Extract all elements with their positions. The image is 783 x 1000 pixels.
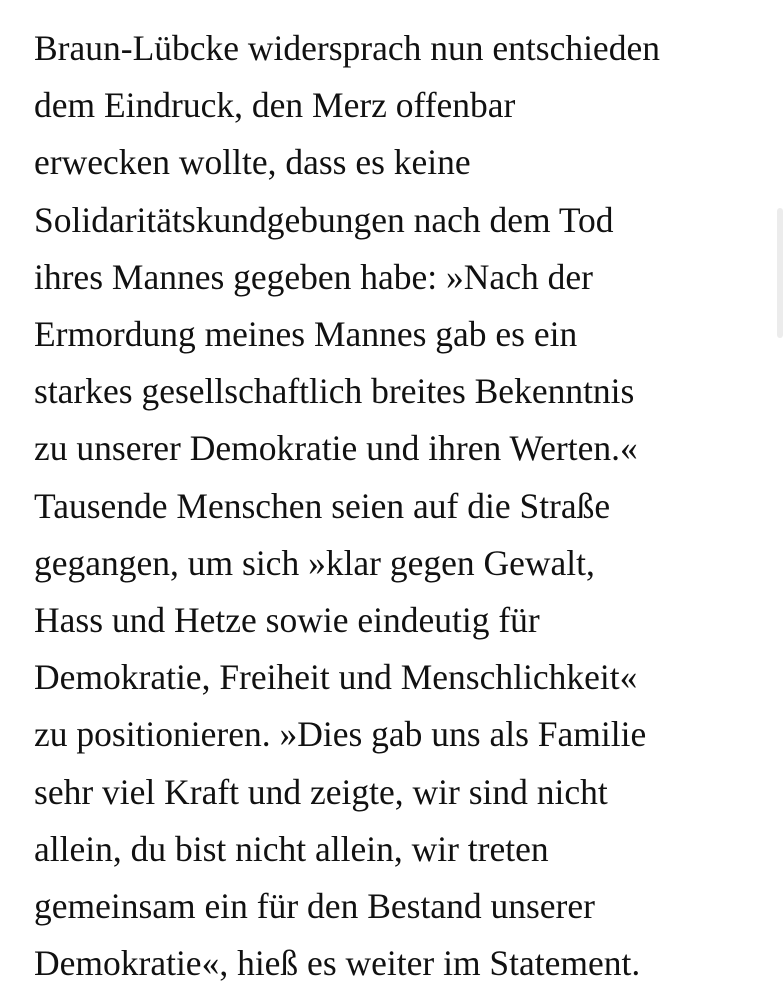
article-line: Hass und Hetze sowie eindeutig für (34, 600, 540, 641)
article-line: Tausende Menschen seien auf die Straße (34, 485, 611, 526)
article-line: dem Eindruck, den Merz offenbar (34, 85, 516, 126)
article-line: ihres Mannes gegeben habe: »Nach der (34, 256, 593, 297)
article-line: zu positionieren. »Dies gab uns als Familie (34, 714, 647, 755)
article-line: Solidaritätskundgebungen nach dem Tod (34, 199, 614, 240)
article-line: Demokratie, Freiheit und Menschlichkeit« (34, 657, 638, 698)
article-line: zu unserer Demokratie und ihren Werten.« (34, 428, 638, 469)
article-line: Ermordung meines Mannes gab es ein (34, 314, 578, 355)
article-line: gemeinsam ein für den Bestand unserer (34, 886, 595, 927)
article-line: Demokratie«, hieß es weiter im Statement. (34, 943, 641, 984)
article-line: Braun-Lübcke widersprach nun entschieden (34, 28, 660, 68)
article-line: erwecken wollte, dass es keine (34, 142, 471, 183)
article-line: sehr viel Kraft und zeigte, wir sind nicht (34, 771, 608, 812)
article-line: allein, du bist nicht allein, wir treten (34, 828, 549, 869)
scrollbar[interactable] (775, 0, 783, 1000)
article-line: gegangen, um sich »klar gegen Gewalt, (34, 542, 595, 583)
article-line: starkes gesellschaftlich breites Bekenntnis (34, 371, 635, 412)
article-paragraph (34, 20, 764, 992)
scrollbar-thumb[interactable] (777, 208, 783, 338)
